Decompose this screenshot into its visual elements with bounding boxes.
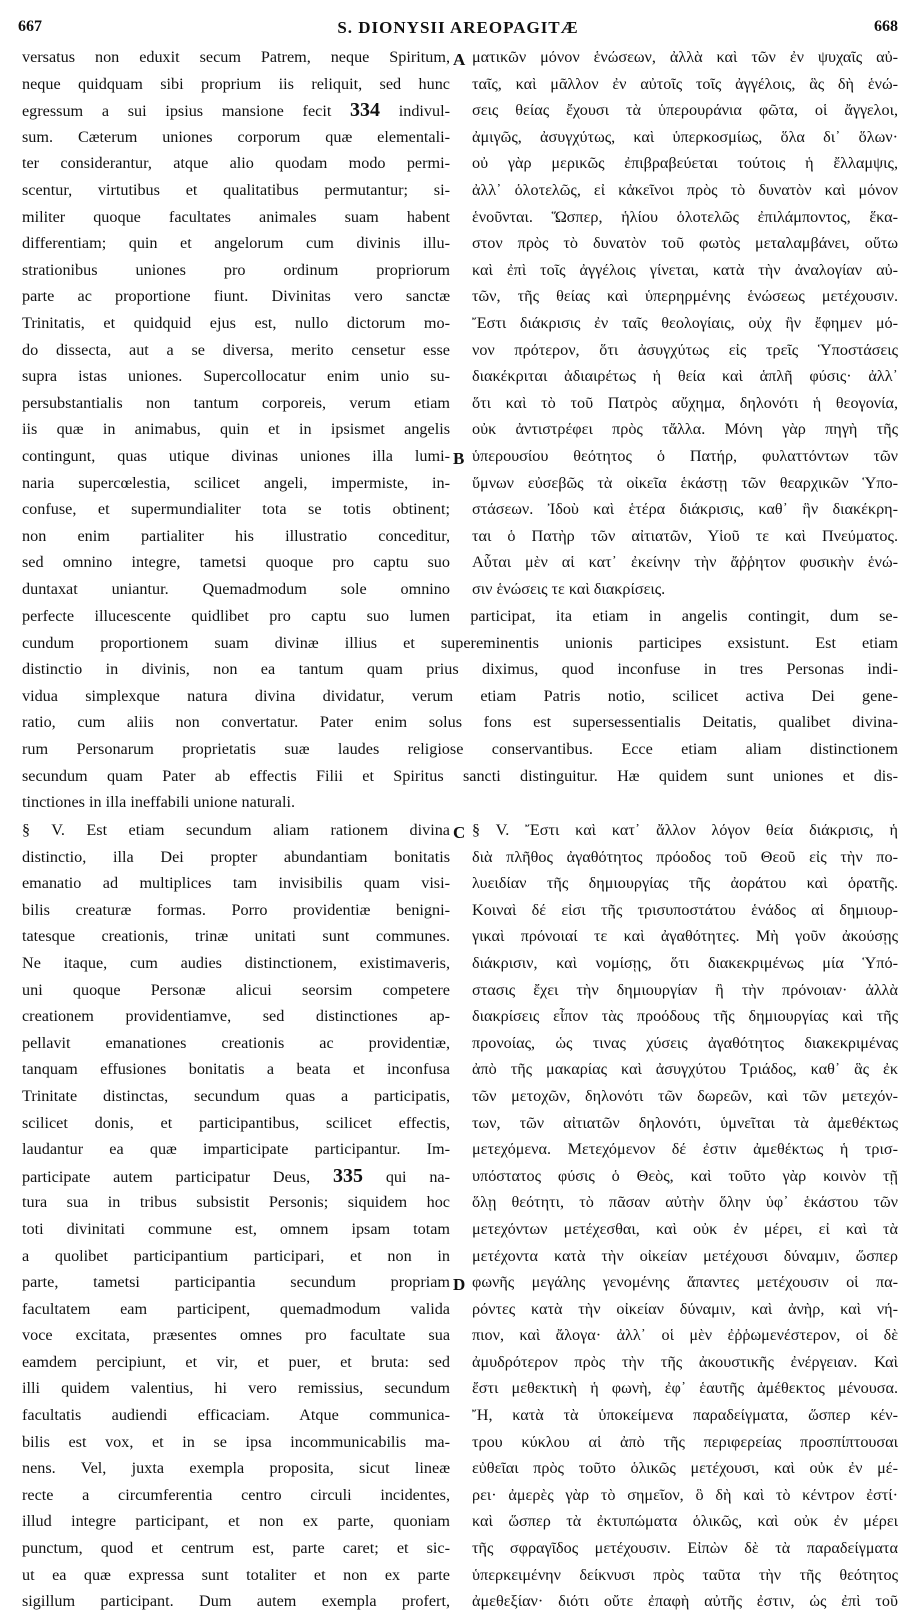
text-line: naria supercœlestia, scilicet angeli, impermiste, in- [22, 473, 450, 492]
text-line: στον πρὸς τὸ δυνατὸν τοῦ φωτὸς μεταλαμβάνει, οὕτω [472, 234, 898, 253]
text-line: cundum proportionem suam divinæ illius et supereminentis unionis participes exsistunt. Est etiam [22, 633, 898, 652]
text-line: punctum, quod et centrum est, parte caret; et sic- [22, 1539, 450, 1558]
text-line: εὐθεῖαι πρὸς τοῦτο ὁλικῶς μετέχουσι, καὶ οὐκ ἐν μέ- [472, 1459, 898, 1478]
text-line: § V. Est etiam secundum aliam rationem divina [22, 821, 450, 839]
text-line: προνοίας, ὡς τινας χύσεις ἀγαθότητος διακεκριμένας [472, 1033, 898, 1052]
text-line: uni quoque Personæ alicui seorsim competere [22, 980, 450, 999]
text-line: versatus non eduxit secum Patrem, neque Spiritum, [22, 48, 450, 66]
text-line: confuse, et supermundialiter tota se totis obtinent; [22, 500, 450, 519]
running-header [18, 18, 898, 42]
text-line: differentiam; quin et angelorum cum divinis illu- [22, 234, 450, 253]
text-line: ται ὁ Πατὴρ τῶν αἰτιατῶν, Υἱοῦ τε καὶ Πνεύματος. [472, 526, 898, 545]
text-line: ἑνοῦνται. Ὥσπερ, ἡλίου ὁλοτελῶς ἐπιλάμποντος, ἕκα- [472, 207, 898, 226]
text-line: καὶ ὥσπερ τὰ ἐκτυπώματα ὁλικῶς, καὶ οὐκ ἐν μέρει [472, 1512, 898, 1531]
text-line: σεις θείας ἔχουσι τὰ ὑπερουράνια φῶτα, οἱ ἄγγελοι, [472, 101, 898, 120]
text-line: καὶ ἐπὶ τοῖς ἀγγέλοις γίνεται, κατὰ τὴν ἀναλογίαν αὐ- [472, 260, 898, 279]
text-line: μετεχόμενα. Μετεχόμενον δέ ἐστιν ἀμεθέκτως ἡ τρισ- [472, 1140, 898, 1159]
text-line: τρου κύκλου αἱ ἀπὸ τῆς περιφερείας προσπίπτουσαι [472, 1432, 898, 1451]
text-line: sigillum participant. Dum autem exempla profert, [22, 1592, 450, 1611]
text-line: non enim partialiter his illustratio conceditur, [22, 526, 450, 545]
column-number: 334 [350, 99, 381, 122]
text-line: πιον, καὶ ἄλογα· ἀλλ᾽ οἱ μὲν ἐῤῥωμενέστερον, οἱ δὲ [472, 1326, 898, 1345]
text-line: distinctio in divinis, non ea tantum quam prius diximus, quod inconfuse in tres Personas indi- [22, 660, 898, 679]
text-line: toti divinitati commune est, omnem ipsam totam [22, 1219, 450, 1238]
text-line: των, τῶν αἰτιατῶν δηλονότι, ὑμνεῖται τὰ ἀμεθέκτως [472, 1113, 898, 1132]
text-line: illi quidem valentius, hi vero remissius, secundum [22, 1379, 450, 1398]
text-line: tanquam effusiones bonitatis a beata et inconfusa [22, 1060, 450, 1079]
page-number-right: 668 [874, 18, 898, 35]
margin-marker-a: A [453, 50, 466, 69]
text-line: § V. Ἔστι καὶ κατ᾽ ἄλλον λόγον θεία διάκρισις, ἡ [472, 821, 898, 839]
text-line: nens. Vel, juxta exempla proposita, sicut lineæ [22, 1459, 450, 1478]
text-line: τῆς σφραγῖδος μετέχουσιν. Εἰπὼν δὲ τὰ παραδείγματα [472, 1539, 898, 1558]
text-line: ὅλῃ θεότητι, τὸ πᾶσαν αὐτὴν ὅλην ὑφ᾽ ἑκάστου τῶν [472, 1193, 898, 1212]
text-line: secundum quam Pater ab effectis Filii et Spiritus sancti distinguitur. Hæ quidem sunt uniones et dis- [22, 766, 898, 785]
text-line: Trinitate distinctas, secundum quas a participatis, [22, 1086, 450, 1105]
text-line: ἀλλ᾽ ὁλοτελῶς, εἰ κἀκεῖνοι πρὸς τὸ δυνατὸν καὶ μόνον [472, 180, 898, 199]
text-line: sed omnino integre, tametsi quoque pro captu suo [22, 553, 450, 572]
text-line: οὐ γὰρ μερικῶς ἐπιβραβεύεται τούτοις ἡ ἔλλαμψις, [472, 154, 898, 173]
text-line: militer quoque facultates animales suam habent [22, 207, 450, 226]
text-line: parte, tametsi participantia secundum propriam [22, 1273, 450, 1292]
text-line: emanatio ad multiplices tam invisibilis quam visi- [22, 874, 450, 893]
text-line: φωνῆς μεγάλης γενομένης ἅπαντες μετέχουσιν οἱ πα- [472, 1273, 898, 1292]
text-line: ρει· ἀμερὲς γὰρ τὸ σημεῖον, ὃ δὴ καὶ τὸ κέντρον ἐστί· [472, 1485, 898, 1504]
text-line: Κοιναὶ δέ εἰσι τῆς τρισυποστάτου ἑνάδος αἱ δημιουρ- [472, 900, 898, 919]
text-line: creationem providentiamve, sed distinctiones ap- [22, 1007, 450, 1026]
text-line: perfecte illucescente quidlibet pro captu suo lumen participat, ita etiam in angelis contingit, dum se- [22, 607, 898, 625]
text-line: tatesque creationis, trinæ unitati sunt communes. [22, 927, 450, 946]
text-line: tura sua in tribus subsistit Personis; siquidem hoc [22, 1193, 450, 1212]
text-line: voce excitata, præsentes omnes pro facultate sua [22, 1326, 450, 1345]
text-line: scilicet donis, et participantibus, scilicet effectis, [22, 1113, 450, 1132]
text-line: Αὗται μὲν αἱ κατ᾽ ἐκείνην τὴν ἄῤῥητον φυσικὴν ἑνώ- [472, 553, 898, 572]
text-line: recte a circumferentia centro circuli incidentes, [22, 1485, 450, 1504]
margin-marker-b: B [453, 449, 465, 468]
text-line: σιν ἑνώσεις τε καὶ διακρίσεις. [472, 579, 666, 598]
text-line: persubstantialis non tantum corporeis, verum etiam [22, 393, 450, 412]
text-line: distinctio, illa Dei propter abundantiam bonitatis [22, 847, 450, 866]
text-line: do dissecta, aut a se diversa, merito censetur esse [22, 340, 450, 359]
text-line: eamdem percipiunt, et vir, et puer, et bruta: sed [22, 1352, 450, 1371]
text-line: διακέκριται ἀδιαιρέτως ἡ θεία καὶ ἁπλῆ φύσις· ἀλλ᾽ [472, 367, 898, 386]
text-line: μετεχόντων μετέχεσθαι, καὶ οὐκ ἐν μέρει, εἰ καὶ τὰ [472, 1219, 898, 1238]
text-line: participate autem participatur Deus, 335 qui na- [22, 1164, 450, 1187]
text-line: διακρίσεις εἶπον τὰς προόδους τῆς δημιουργίας καὶ τῆς [472, 1007, 898, 1026]
text-line: tinctiones in illa ineffabili unione naturali. [22, 793, 296, 812]
text-line: parte ac proportione fiunt. Divinitas vero sanctæ [22, 287, 450, 306]
text-line: διὰ πλῆθος ἀγαθότητος πρόοδος τοῦ Θεοῦ εἰς τὴν πο- [472, 847, 898, 866]
text-line: duntaxat uniantur. Quemadmodum sole omnino [22, 579, 450, 598]
latin-column-bottom [22, 817, 450, 1615]
text-line: διάκρισιν, καὶ νομίσῃς, ὅτι διακεκριμένως μία Ὑπό- [472, 953, 898, 972]
text-line: rum Personarum proprietatis suæ laudes religiose conservantibus. Ecce etiam aliam distinctionem [22, 739, 898, 758]
text-line: Ἤ, κατὰ τὰ ὑποκείμενα παραδείγματα, ὥσπερ κέν- [472, 1406, 898, 1425]
text-line: ὑπερουσίου θεότητος ὁ Πατήρ, φυλαττόντων τῶν [472, 446, 898, 465]
text-line: ἀμιγῶς, ἀσυγχύτως, καὶ ὑπερκοσμίως, ὅλα δι᾽ ὅλων· [472, 127, 898, 146]
text-line: ἀπὸ τῆς μακαρίας καὶ ἀσυγχύτου Τριάδος, καθ᾽ ἃς ἐκ [472, 1060, 898, 1079]
text-line: vidua simplexque natura divina dividatur, verum etiam Patris notio, scilicet activa Dei gene- [22, 686, 898, 705]
greek-column-top [472, 44, 898, 602]
text-line: facultatem eam participent, quemadmodum valida [22, 1299, 450, 1318]
text-line: supra istas uniones. Supercollocatur enim unio su- [22, 367, 450, 386]
text-line: οὐκ ἀντιστρέφει πρὸς τἄλλα. Μόνη γὰρ πηγὴ τῆς [472, 420, 898, 439]
text-line: Ἔστι διάκρισις ἐν ταῖς θεολογίαις, οὐχ ἣν ἔφημεν μό- [472, 313, 898, 332]
text-line: ἔστι μεθεκτικὴ ἡ φωνὴ, ἐφ᾽ ἑαυτῆς ἀμέθεκτος μένουσα. [472, 1379, 898, 1398]
column-number: 335 [333, 1164, 364, 1187]
text-line: τῶν, τῆς θείας καὶ ὑπερηρμένης ἑνώσεως μετέχουσιν. [472, 287, 898, 306]
text-line: ταῖς, καὶ μᾶλλον ἐν αὐτοῖς τοῖς ἀγγέλοις, ἃς δὴ ἑνώ- [472, 74, 898, 93]
text-line: facultatis audiendi efficaciam. Atque communica- [22, 1406, 450, 1425]
text-line: scentur, virtutibus et qualitatibus permutantur; si- [22, 180, 450, 199]
text-line: Ne itaque, cum audies distinctionem, existimaveris, [22, 953, 450, 972]
text-line: illud integre participant, et non ex parte, quoniam [22, 1512, 450, 1531]
text-line: μετέχοντα κατὰ τὴν οἰκείαν μετέχουσι δύναμιν, ὥσπερ [472, 1246, 898, 1265]
running-title: S. DIONYSII AREOPAGITÆ [337, 18, 579, 37]
text-line: pellavit emanationes creationis ac providentiæ, [22, 1033, 450, 1052]
text-line: contingunt, quas utique divinas uniones illa lumi- [22, 446, 450, 465]
latin-column-top [22, 44, 450, 602]
text-line: ἀμυδρότερον πρὸς τὴν τῆς ἀκουστικῆς ἐνέργειαν. Καὶ [472, 1352, 898, 1371]
text-line: sum. Cæterum uniones corporum quæ elementali- [22, 127, 450, 146]
text-line: ὑπερκειμένην δείκνυσι πρὸς ταῦτα τὴν τῆς θεότητος [472, 1565, 898, 1584]
text-line: a quolibet participantium participari, et non in [22, 1246, 450, 1265]
greek-column-bottom [472, 817, 898, 1615]
text-line: neque quidquam sibi proprium iis reliquit, sed hunc [22, 74, 450, 93]
text-line: στασις ἔχει τὴν δημιουργίαν ἢ τὴν πρόνοιαν· ἀλλὰ [472, 980, 898, 999]
text-line: γικαὶ πρόνοιαί τε καὶ ἀγαθότητες. Μὴ γοῦν ἀκούσῃς [472, 927, 898, 946]
text-line: strationibus uniones pro ordinum propriorum [22, 260, 450, 279]
text-line: laudantur ea quæ imparticipate participantur. Im- [22, 1140, 450, 1159]
text-line: ut ea quæ expressa sunt totaliter et non ex parte [22, 1565, 450, 1584]
text-line: iis quæ in animabus, quin et in ipsismet angelis [22, 420, 450, 439]
text-line: ratio, cum aliis non convertatur. Pater enim solus fons est supersessentialis Deitatis, qualibet divina- [22, 713, 898, 732]
text-line: ὅτι καὶ τὸ τοῦ Πατρὸς αὔχημα, δηλονότι ἡ θεογονία, [472, 393, 898, 412]
text-line: bilis creaturæ formas. Porro providentiæ benigni- [22, 900, 450, 919]
text-line: λυειδίαν τῆς δημιουργίας τῆς ἀοράτου καὶ ὁρατῆς. [472, 874, 898, 893]
text-line: ρόντες κατὰ τὴν οἰκείαν δύναμιν, καὶ ἀνὴρ, καὶ νή- [472, 1299, 898, 1318]
text-line: egressum a sui ipsius mansione fecit 334 indivul- [22, 99, 450, 122]
text-line: ὕμνων εὐσεβῶς τὰ οἰκεῖα ἑκάστῃ τῶν θεαρχικῶν Ὑπο- [472, 473, 898, 492]
margin-marker-c: C [453, 823, 466, 842]
text-line: νον πρότερον, ὅτι ἀσυγχύτως εἰς τρεῖς Ὑποστάσεις [472, 340, 898, 359]
page-number-left: 667 [18, 18, 42, 35]
text-line: ματικῶν μόνον ἑνώσεων, ἀλλὰ καὶ τῶν ἐν ψυχαῖς αὐ- [472, 48, 898, 66]
text-line: ter considerantur, atque alio quodam modo permi- [22, 154, 450, 173]
text-line: bilis est vox, et in se ipsa incommunicabilis ma- [22, 1432, 450, 1451]
text-line: στάσεων. Ἰδοὺ καὶ ἑτέρα διάκρισις, καθ᾽ ἣν διακέκρη- [472, 500, 898, 519]
margin-marker-d: D [453, 1275, 466, 1294]
text-line: ἀμεθεξίαν· διότι οὔτε ἐπαφὴ αὐτῆς ἐστιν, ὡς ἐπὶ τοῦ [472, 1592, 898, 1611]
text-line: υπόστατος φύσις ὁ Θεὸς, καὶ τοῦτο γὰρ κοινὸν τῇ [472, 1166, 898, 1185]
text-line: Trinitatis, et quidquid ejus est, nullo dictorum mo- [22, 313, 450, 332]
text-line: τῶν μετοχῶν, δηλονότι τῶν δωρεῶν, καὶ τῶν μετεχόν- [472, 1086, 898, 1105]
latin-full-width-paragraph [22, 603, 898, 816]
